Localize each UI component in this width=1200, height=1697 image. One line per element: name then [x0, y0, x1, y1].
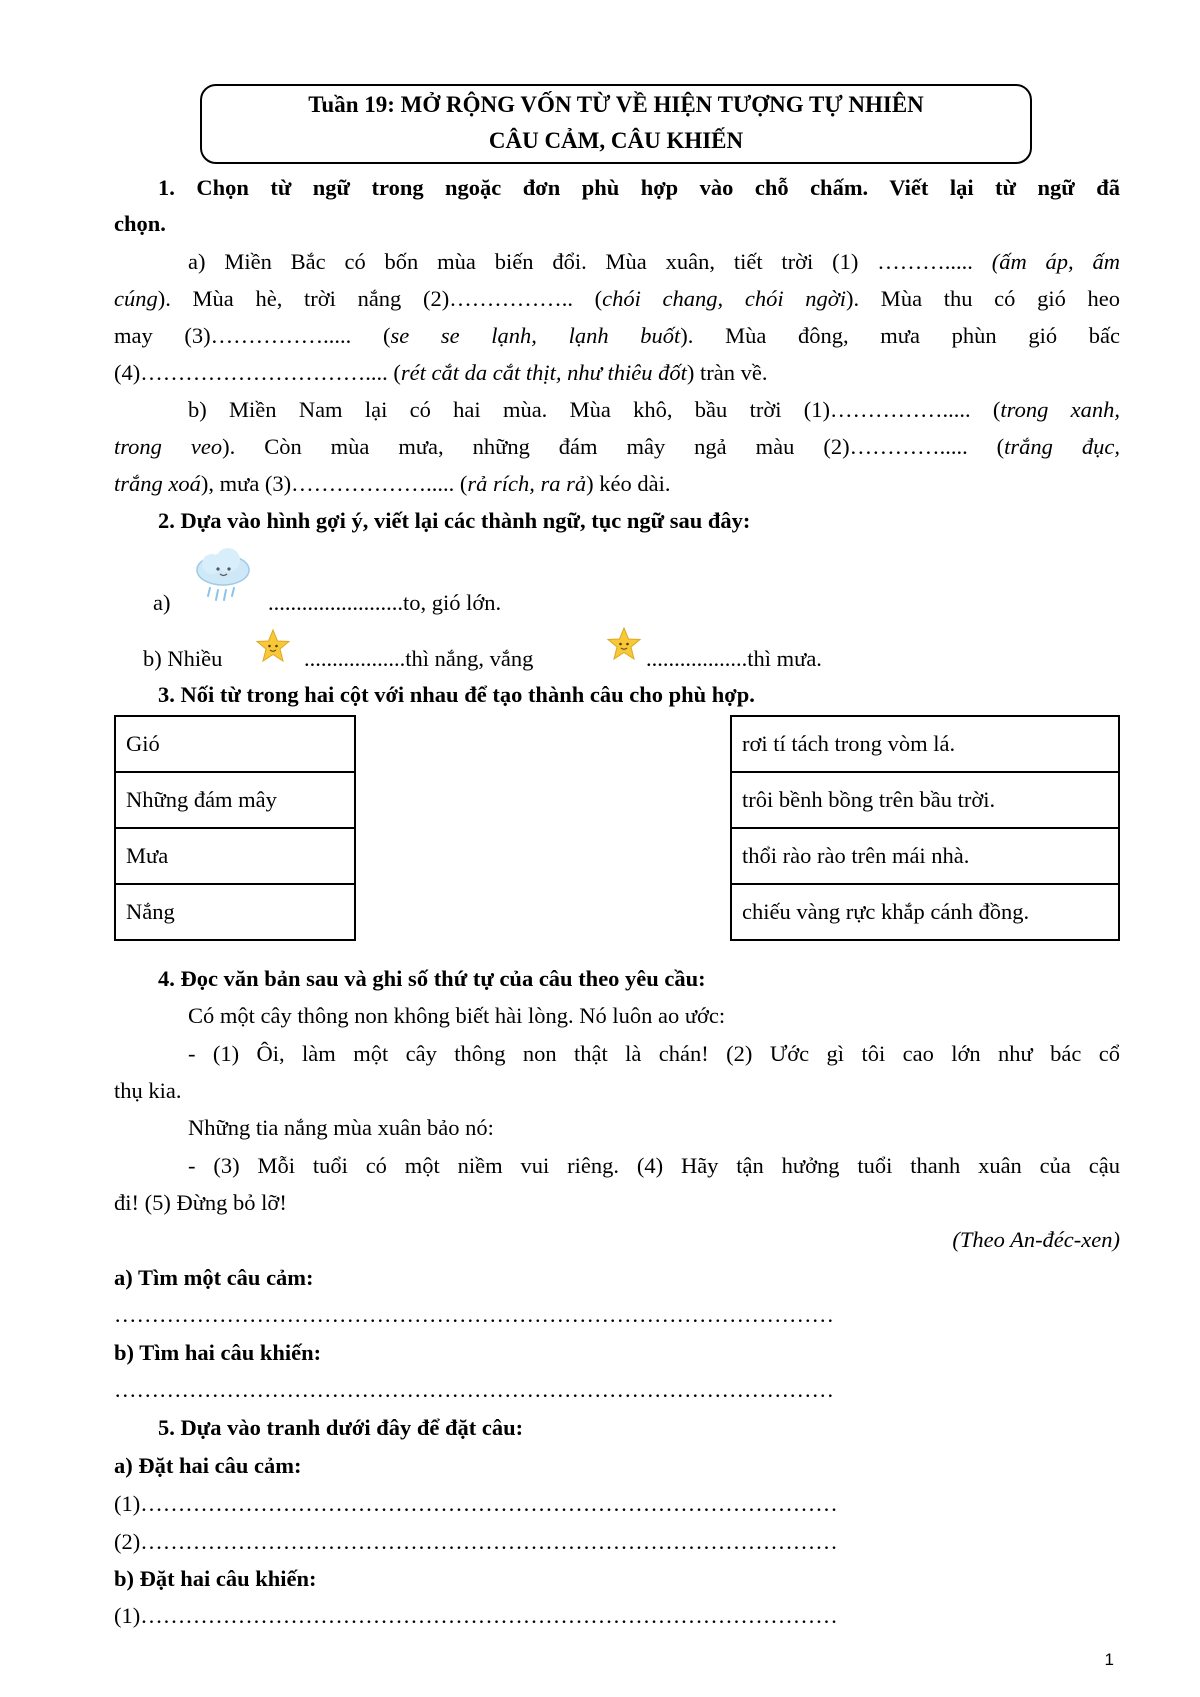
- q2-a-label: a): [153, 590, 171, 615]
- q5-b-label: b) Đặt hai câu khiến:: [114, 1566, 317, 1591]
- match-right-column: [730, 715, 1120, 941]
- q5-a1-answer-line[interactable]: (1)…………………………………………………………………………………: [114, 1491, 838, 1516]
- q1-a-line2: cúng). Mùa hè, trời nắng (2)…………….. (chói chang, chói ngời). Mùa thu có gió heo: [114, 286, 1120, 311]
- q5-heading: 5. Dựa vào tranh dưới đây để đặt câu:: [158, 1415, 524, 1440]
- q1-a-line4: (4)………………………….... (rét cắt da cắt thịt, như thiêu đốt) tràn về.: [114, 360, 768, 385]
- match-left-cell: Mưa: [115, 828, 355, 884]
- match-right-cell: rơi tí tách trong vòm lá.: [731, 716, 1119, 772]
- q4-para-2-cont: thụ kia.: [114, 1078, 182, 1103]
- q1-b-line1: b) Miền Nam lại có hai mùa. Mùa khô, bầu trời (1)……………..... (trong xanh,: [188, 397, 1120, 422]
- match-right-cell: trôi bềnh bồng trên bầu trời.: [731, 772, 1119, 828]
- match-left-column: [114, 715, 356, 941]
- match-right-cell: thổi rào rào trên mái nhà.: [731, 828, 1119, 884]
- q4-para-4: - (3) Mỗi tuổi có một niềm vui riêng. (4) Hãy tận hưởng tuổi thanh xuân của cậu: [188, 1153, 1120, 1178]
- q1-b-line3: trắng xoá), mưa (3)………………..... (rả rích, ra rả) kéo dài.: [114, 471, 671, 496]
- star-icon: [255, 628, 291, 664]
- star-icon: [606, 626, 642, 662]
- q4-a-answer-line[interactable]: ……………………………………………………………………………………: [114, 1302, 834, 1327]
- q1-heading: 1. Chọn từ ngữ trong ngoặc đơn phù hợp vào chỗ chấm. Viết lại từ ngữ đã: [158, 175, 1120, 200]
- q2-heading: 2. Dựa vào hình gợi ý, viết lại các thành ngữ, tục ngữ sau đây:: [158, 508, 751, 533]
- page-number: 1: [1104, 1650, 1114, 1669]
- q1-a-line1: a) Miền Bắc có bốn mùa biến đổi. Mùa xuân, tiết trời (1) ………..... (ấm áp, ấm: [188, 249, 1121, 274]
- q1-b-line2: trong veo). Còn mùa mưa, những đám mây ngả màu (2)…………..... (trắng đục,: [114, 434, 1120, 459]
- q4-para-3: Những tia nắng mùa xuân bảo nó:: [188, 1115, 494, 1140]
- q4-para-1: Có một cây thông non không biết hài lòng. Nó luôn ao ước:: [188, 1003, 726, 1028]
- q4-b-label: b) Tìm hai câu khiến:: [114, 1340, 322, 1365]
- q4-para-4-cont: đi! (5) Đừng bỏ lỡ!: [114, 1190, 287, 1215]
- q4-para-2: - (1) Ôi, làm một cây thông non thật là chán! (2) Ước gì tôi cao lớn như bác cổ: [188, 1041, 1120, 1066]
- q5-a2-answer-line[interactable]: (2)…………………………………………………………………………………: [114, 1529, 838, 1554]
- q4-heading: 4. Đọc văn bản sau và ghi số thứ tự của câu theo yêu cầu:: [158, 966, 706, 991]
- match-left-cell: Những đám mây: [115, 772, 355, 828]
- title-line-1: Tuần 19: MỞ RỘNG VỐN TỪ VỀ HIỆN TƯỢNG TỰ NHIÊN: [308, 92, 924, 117]
- q4-source: (Theo An-đéc-xen): [952, 1227, 1120, 1252]
- rain-cloud-icon: [192, 548, 254, 606]
- q4-b-answer-line[interactable]: ……………………………………………………………………………………: [114, 1377, 834, 1402]
- q5-b1-answer-line[interactable]: (1)…………………………………………………………………………………: [114, 1603, 838, 1628]
- title-line-2: CÂU CẢM, CÂU KHIẾN: [488, 128, 744, 153]
- q4-a-label: a) Tìm một câu cảm:: [114, 1265, 314, 1290]
- q5-a-label: a) Đặt hai câu cảm:: [114, 1453, 302, 1478]
- q2-b-end: ..................thì mưa.: [646, 646, 822, 671]
- q3-heading: 3. Nối từ trong hai cột với nhau để tạo thành câu cho phù hợp.: [158, 682, 755, 707]
- q2-b-mid: ..................thì nắng, vắng: [304, 646, 534, 671]
- match-right-cell: chiếu vàng rực khắp cánh đồng.: [731, 884, 1119, 940]
- match-left-cell: Gió: [115, 716, 355, 772]
- match-left-cell: Nắng: [115, 884, 355, 940]
- q2-b-label: b) Nhiều: [143, 646, 223, 671]
- q1-heading-cont: chọn.: [114, 211, 166, 236]
- q1-a-line3: may (3)……………..... (se se lạnh, lạnh buốt). Mùa đông, mưa phùn gió bấc: [114, 323, 1120, 348]
- q2-a-text: ........................to, gió lớn.: [268, 590, 502, 615]
